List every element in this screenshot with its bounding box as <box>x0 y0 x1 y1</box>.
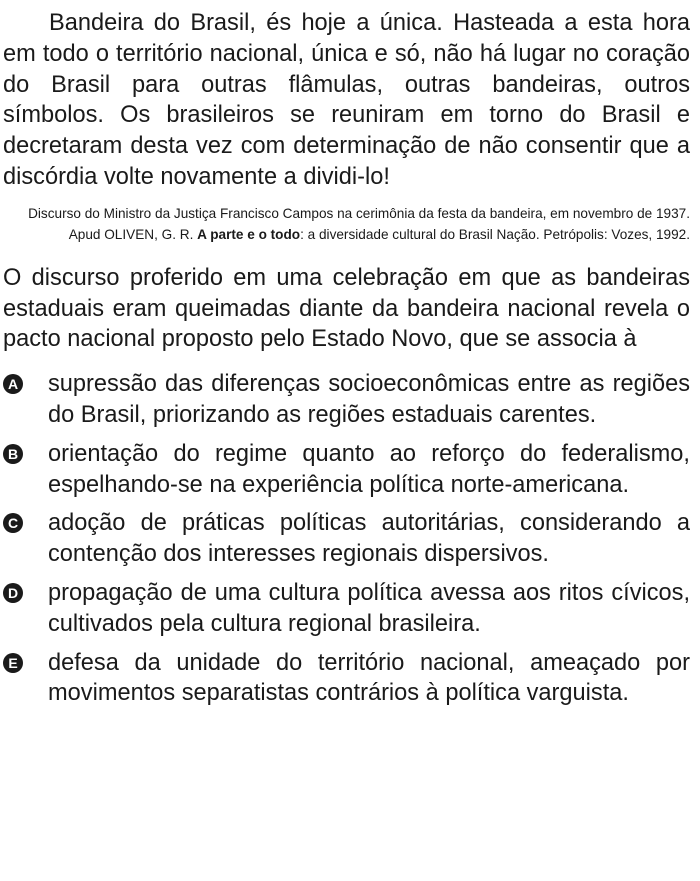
question-stem: O discurso proferido em uma celebração em que as bandeiras estaduais eram queimadas diante da bandeira nacional revela o pacto nacional proposto pelo Estado Novo, que se associa à <box>3 264 690 353</box>
citation-title: A parte e o todo <box>197 226 301 242</box>
option-d-text: propagação de uma cultura política avessa aos ritos cívicos, cultivados pela cultura regional brasileira. <box>48 579 690 637</box>
option-c-letter-badge: C <box>3 513 23 533</box>
option-b-text: orientação do regime quanto ao reforço do federalismo, espelhando-se na experiência política norte-americana. <box>48 440 690 498</box>
option-d[interactable] <box>3 578 690 640</box>
option-a-letter-badge: A <box>3 374 23 394</box>
option-b-letter-badge: B <box>3 444 23 464</box>
citation <box>3 203 690 245</box>
citation-suffix: : a diversidade cultural do Brasil Nação. Petrópolis: Vozes, 1992. <box>300 226 690 242</box>
option-c-text: adoção de práticas políticas autoritárias, considerando a contenção dos interesses regionais dispersivos. <box>48 510 690 568</box>
option-e-letter-badge: E <box>3 653 23 673</box>
citation-prefix: Discurso do Ministro da Justiça Francisco Campos na cerimônia da festa da bandeira, em novembro de 1937. Apud OLIVEN, G. R. <box>28 205 690 242</box>
quote-paragraph: Bandeira do Brasil, és hoje a única. Hasteada a esta hora em todo o território nacional, única e só, não há lugar no coração do Brasil para outras flâmulas, outras bandeiras, outros símbolos. Os brasileiros se reuniram em torno do Brasil e decretaram desta vez com determinação de não consentir que a discórdia volte novamente a dividi-lo! <box>3 10 690 190</box>
option-d-letter-badge: D <box>3 583 23 603</box>
option-b[interactable] <box>3 439 690 501</box>
option-a-text: supressão das diferenças socioeconômicas entre as regiões do Brasil, priorizando as regiões estaduais carentes. <box>48 371 690 428</box>
option-c[interactable] <box>3 508 690 570</box>
answer-options <box>3 369 690 709</box>
option-e[interactable] <box>3 648 690 710</box>
option-a[interactable] <box>3 369 690 431</box>
option-e-text: defesa da unidade do território nacional, ameaçado por movimentos separatistas contrários à política varguista. <box>48 649 690 707</box>
